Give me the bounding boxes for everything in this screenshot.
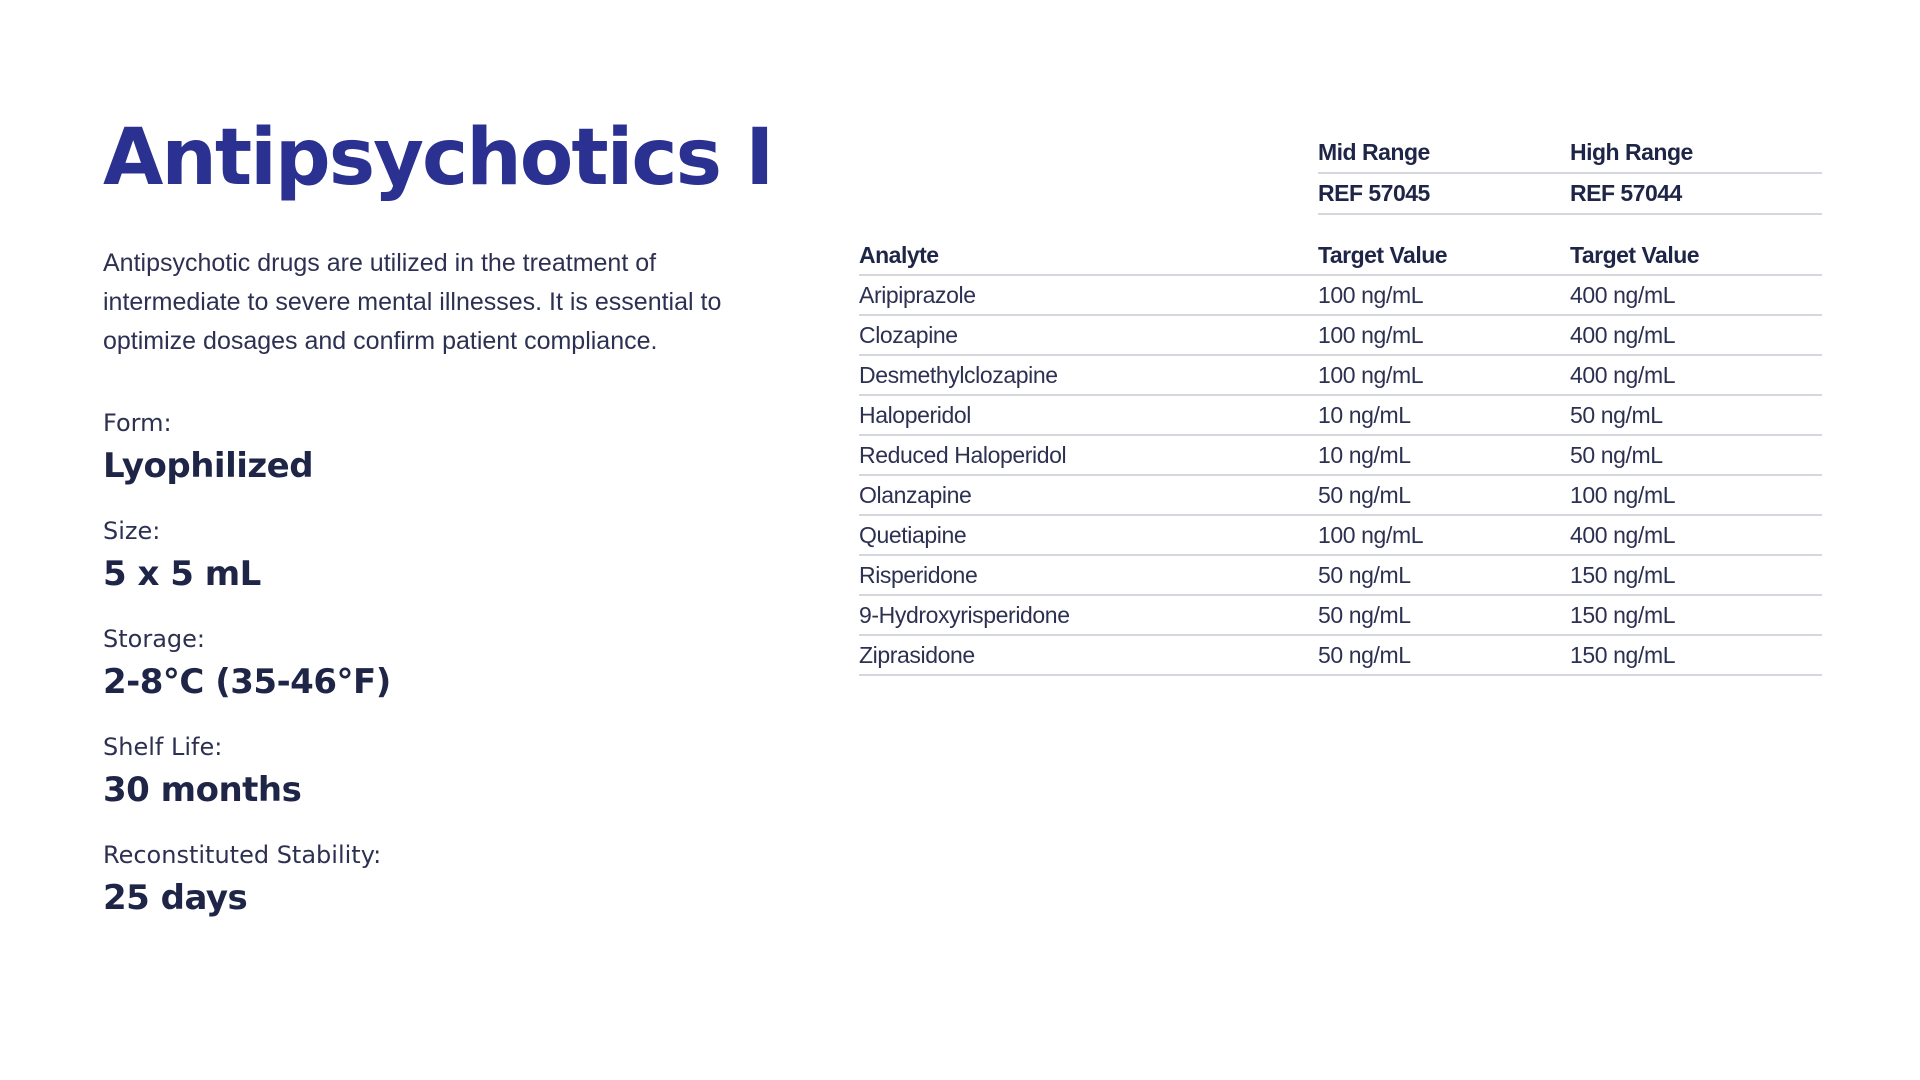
spec-label: Shelf Life:: [103, 733, 223, 761]
mid-target-value: 10 ng/mL: [1318, 395, 1570, 435]
spec-label: Form:: [103, 409, 172, 437]
mid-target-value: 100 ng/mL: [1318, 275, 1570, 315]
analyte-name: Aripiprazole: [859, 275, 1318, 315]
table-row: [859, 315, 1822, 355]
analyte-name: Desmethylclozapine: [859, 355, 1318, 395]
spec-form: [103, 403, 663, 511]
mid-target-value: 10 ng/mL: [1318, 435, 1570, 475]
page-title: Antipsychotics I: [103, 113, 773, 203]
mid-target-value: 100 ng/mL: [1318, 515, 1570, 555]
analyte-name: Ziprasidone: [859, 635, 1318, 675]
table-row: [859, 275, 1822, 315]
table-row: [859, 355, 1822, 395]
table-row: [859, 475, 1822, 515]
high-target-value: 100 ng/mL: [1570, 475, 1822, 515]
analyte-table: [859, 236, 1822, 676]
spec-reconstituted-stability: [103, 835, 663, 943]
mid-target-value: 50 ng/mL: [1318, 595, 1570, 635]
spec-value: 5 x 5 mL: [103, 554, 261, 594]
table-row: [859, 435, 1822, 475]
high-target-value: 400 ng/mL: [1570, 275, 1822, 315]
table-row: [859, 635, 1822, 675]
table-row: [859, 515, 1822, 555]
spec-storage: [103, 619, 663, 727]
spec-value: Lyophilized: [103, 446, 314, 486]
table-row: [859, 595, 1822, 635]
analyte-name: Reduced Haloperidol: [859, 435, 1318, 475]
mid-target-value: 50 ng/mL: [1318, 635, 1570, 675]
analyte-name: Quetiapine: [859, 515, 1318, 555]
column-header-high-target: Target Value: [1570, 236, 1822, 275]
spec-shelf-life: [103, 727, 663, 835]
mid-range-ref: REF 57045: [1318, 180, 1430, 206]
high-target-value: 150 ng/mL: [1570, 595, 1822, 635]
column-header-mid-target: Target Value: [1318, 236, 1570, 275]
mid-target-value: 50 ng/mL: [1318, 475, 1570, 515]
range-header: [1318, 133, 1822, 215]
range-name-row: [1318, 133, 1822, 174]
analyte-name: Olanzapine: [859, 475, 1318, 515]
analyte-name: Clozapine: [859, 315, 1318, 355]
column-header-analyte: Analyte: [859, 236, 1318, 275]
high-target-value: 400 ng/mL: [1570, 315, 1822, 355]
table-header-row: [859, 236, 1822, 275]
table-row: [859, 555, 1822, 595]
analyte-name: Haloperidol: [859, 395, 1318, 435]
high-target-value: 150 ng/mL: [1570, 635, 1822, 675]
table-row: [859, 395, 1822, 435]
spec-value: 30 months: [103, 770, 302, 810]
high-target-value: 150 ng/mL: [1570, 555, 1822, 595]
spec-value: 25 days: [103, 878, 248, 918]
high-range-name: High Range: [1570, 139, 1693, 165]
mid-range-name: Mid Range: [1318, 139, 1430, 165]
high-target-value: 400 ng/mL: [1570, 515, 1822, 555]
analyte-name: 9-Hydroxyrisperidone: [859, 595, 1318, 635]
spec-value: 2-8°C (35-46°F): [103, 662, 391, 702]
mid-target-value: 100 ng/mL: [1318, 315, 1570, 355]
product-description: Antipsychotic drugs are utilized in the treatment of intermediate to severe mental illnesses. It is essential to optimize dosages and confirm patient compliance.: [103, 249, 722, 355]
range-ref-row: [1318, 174, 1822, 215]
spec-label: Storage:: [103, 625, 205, 653]
high-target-value: 50 ng/mL: [1570, 395, 1822, 435]
high-range-ref: REF 57044: [1570, 180, 1682, 206]
spec-label: Size:: [103, 517, 161, 545]
mid-target-value: 100 ng/mL: [1318, 355, 1570, 395]
high-target-value: 50 ng/mL: [1570, 435, 1822, 475]
high-target-value: 400 ng/mL: [1570, 355, 1822, 395]
spec-label: Reconstituted Stability:: [103, 841, 382, 869]
mid-target-value: 50 ng/mL: [1318, 555, 1570, 595]
analyte-name: Risperidone: [859, 555, 1318, 595]
product-specs: [103, 403, 663, 943]
spec-size: [103, 511, 663, 619]
